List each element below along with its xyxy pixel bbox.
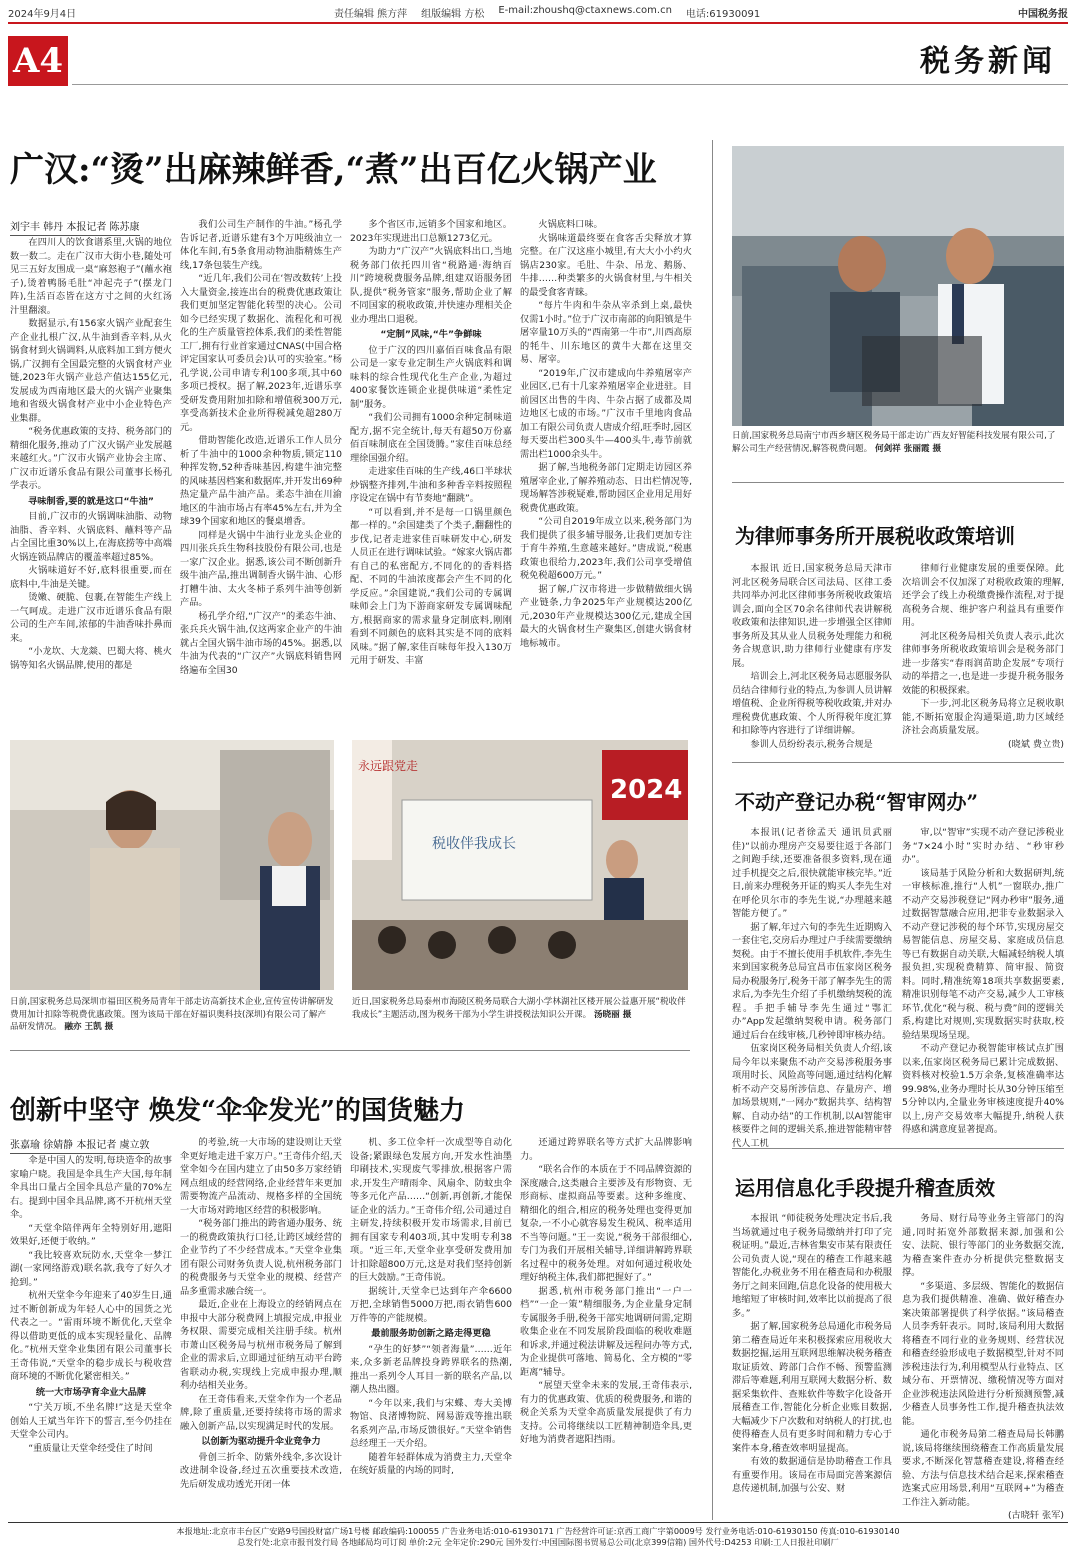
paragraph: 骨创三折伞、防紫外线伞,多次设计改进制伞设备,经过五次重要技术改造,先后研发成功透光开闭一体 (180, 1451, 342, 1490)
paragraph: 借助智能化改造,近谱乐工作人员分析了牛油中的1000余种物质,锁定110种挥发物,52种香味基因,构建牛油完整的风味基因档案和数据库,并开发出69种热定量产品牛油产品。柔态牛油在川渝地区的牛油市场占有率45%左右,并为全球39个国家和地区的餐桌增香。 (180, 435, 342, 527)
article1-column-3 (350, 218, 512, 688)
photo-credit: 融亦 王凯 摄 (64, 1022, 114, 1032)
photo-shenzhen-visit (10, 740, 334, 990)
paragraph: “税务优惠政策的支持、税务部门的精细化服务,推动了广汉火锅产业发展越来越红火。”广汉市火锅产业协会主席、广汉市近谱乐食品有限公司董事长杨孔学表示。 (10, 426, 172, 491)
section-divider (732, 1148, 1064, 1149)
paragraph: “近几年,我们公司在‘智改数转’上投入大量资金,接连出台的税费优惠政策让我们更加坚定智能化转型的决心。公司如今已经实现了数据化、流程化和可视化的生产质量管控体系,我们的柔性智能工厂,拥有行业首家通过CNAS(中国合格评定国家认可委员会)认可的实验室。”杨孔学说,公司申请专利100多项,其中60多项已授权。据了解,2023年,近谱乐享受研发费用附加扣除和增值税300万元,享受高新技术企业所得税减免超280万元。 (180, 273, 342, 433)
paragraph: 还通过跨界联名等方式扩大品牌影响力。 (520, 1137, 692, 1162)
photo-right-caption (352, 996, 688, 1036)
subheading: “定制”风味,“牛”争鲜味 (380, 329, 482, 340)
caption-text: 近日,国家税务总局泰州市海陵区税务局联合大湖小学林湖社区楼开展公益惠开展“税收伴我成长”主题活动,图为税务干部为小学生讲授税法知识公开课。 (352, 997, 686, 1020)
paragraph: 伍家岗区税务局相关负责人介绍,该局今年以来聚焦不动产交易涉税服务事项用时长、风险高等问题,通过结构化解析不动产交易所涉信息、存量房产、增加场景规则,“一网办”数据共享、结构智解、自动办结”的工作机制,以AI智能审核要件之间的逻辑关系,推进智能精审替代人工机 (732, 1043, 892, 1149)
column-divider (712, 140, 713, 1520)
photo-top-caption (732, 430, 1064, 470)
paragraph: “今年以来,我们与宋蝶、寿大美博物馆、良渚博物院、网易游戏等推出联名系列产品,市场反馈很好。”天堂伞销售总经理王一天介绍。 (350, 1397, 512, 1449)
paragraph: “公司自2019年成立以来,税务部门为我们提供了很多辅导服务,让我们更加专注于育牛养殖,生意越来越好。”唐成说,“税惠政策也很给力,2023年,我们公司享受增值税免税超600万元。” (520, 516, 692, 581)
paragraph: 火锅味道最终要在食客舌尖释放才算完整。在广汉这座小城里,有大大小小约火锅店230家。毛肚、牛杂、吊龙、鹅肠、牛排……种类繁多的火锅食材里,与牛相关的最受食客青睐。 (520, 232, 692, 298)
phone: 电话:61930091 (685, 8, 761, 20)
article5-column-2 (902, 1212, 1064, 1520)
designer-credit: 组版编辑 方松 (421, 8, 485, 20)
section-divider (732, 762, 1064, 763)
article3-column-1 (732, 826, 892, 1149)
paragraph: 据了解,广汉市将进一步做精做细火锅产业链条,力争2025年产业规模达200亿元,2030年产业规模达300亿元,建成全国最大的火锅食材生产聚集区,创建火锅食材地标城市。 (520, 583, 692, 649)
paragraph: 通化市税务局第二稽查局局长韩鹏说,该局将继续围绕稽查工作高质量发展要求,不断深化智慧稽查建设,将稽查经验、方法与信息技术结合起来,探索稽查选案式应用场景,利用“互联网+”为稽查工作注入新动能。 (902, 1429, 1064, 1508)
article1-column-1 (10, 236, 172, 688)
paragraph: 律师行业健康发展的重要保障。此次培训会不仅加深了对税收政策的理解,还学会了线上办税缴费操作流程,对于提高税务合规、维护客户利益具有重要作用。 (902, 563, 1064, 628)
paragraph: 不动产登记办税智能审核试点扩围以来,伍家岗区税务局已累计完成数据、资料核对校验1.5万余条,复核准确率达99.98%,业务办理时长从30分钟压缩至5分钟以内,全量业务审核速度提升40%以上,房产交易效率大幅提升,纳税人获得感和满意度显著提高。 (902, 1043, 1064, 1135)
paragraph: 本报讯(记者徐孟天 通讯员武丽佳)“以前办理房产交易要往返于各部门之间跑手续,还要准备很多资料,现在通过手机提交之后,很快就能审核完毕。”近日,前来办理税务开证的购买人李先生对在呼伦贝尔市的李先生说,“办理越来越智能方便了。” (732, 827, 892, 919)
article4-column-4 (520, 1136, 692, 1520)
paragraph: 该局基于风险分析和大数据研判,统一审核标准,推行“人机”一窗联办,推广不动产交易涉税登记“网办秒审”服务,通过数据智慧融合应用,把非专业数据录入不动产登记涉税的每个环节,实现房屋交易智能信息、房屋交易、家庭成员信息等已有数据自动关联,大幅减轻纳税人填报负担,实现税费精算、简审报、简资料。同时,精准统筹18项共享数据要素,精准识别每笔不动产交易,减少人工审核环节,优化“税与税、税与费”间的逻辑关系,构建比对规则,实现数据实时获取,校验结果现场呈现。 (902, 867, 1064, 1041)
article1-column-2 (180, 218, 342, 688)
header-credits (334, 5, 760, 20)
article3-headline: 不动产登记办税“智审网办” (735, 790, 979, 814)
subheading: 统一大市场孕育伞业大品牌 (35, 1386, 147, 1398)
paragraph: “税务部门推出的跨省通办服务、统一的税费政策执行口径,让跨区域经营的企业节约了不少经营成本。”天堂伞业集团有限公司财务负责人说,杭州税务部门的税费服务与天堂伞业的规模、经营产品多重需求融合统一。 (180, 1218, 342, 1297)
paragraph: 杨孔学介绍,“广汉产”的柔态牛油、张兵兵火锅牛油,仅这两家企业产的牛油就占全国火锅牛油市场的45%。据悉,以牛油为代表的“广汉产”火锅底料销售网络遍布全国30 (180, 610, 342, 676)
paragraph: “展望天堂伞未来的发展,王奇伟表示,有力的优惠政策、优质的税费服务,和谐的税企关系为天堂伞高质量发展提供了有力支持。公司将继续以工匠精神制造伞具,更好地为消费者遮阳挡雨。 (520, 1380, 692, 1445)
paragraph: 走进家佳百味的生产线,46口半球状炒锅整齐排列,牛油和多种香辛料按照程序设定在锅中有节奏地“翻跳”。 (350, 466, 512, 504)
photo-classroom (352, 740, 688, 990)
banner-2024: 2024 (610, 775, 683, 805)
paragraph: 随着年轻群体成为消费主力,天堂伞在统好质量的内场的同时, (350, 1451, 512, 1476)
paragraph: 据了解,年过六旬的李先生近期购入一套住宅,交房后办理过户手续需要缴纳契税。由于不擅长使用手机软件,李先生来到国家税务总局宜昌市伍家岗区税务局办税服务厅,税务干部了解李先生的需求后,为李先生介绍了手机缴纳契税的流程。手把手辅导李先生通过“鄂汇办”App发起缴纳契税申请。税务部门通过后台在线审核,几秒钟即审核办结。 (732, 921, 892, 1041)
photo-credit: 汤晓丽 摄 (593, 1009, 632, 1020)
paragraph: 烫嫩、硬脆、包裹,在智能生产线上一气呵成。走进广汉市近谱乐食品有限公司的生产车间,浓郁的牛油香味扑鼻而来。 (10, 592, 172, 644)
paragraph: 伞是中国人的发明,每块造伞的故事家喻户晓。我国是伞具生产大国,每年制伞具出口量占全国伞具总产量的70%左右。提到中国伞具品牌,离不开杭州天堂伞。 (10, 1155, 172, 1220)
paragraph: “孕生的好梦”“领者海量”……近年来,众多新老品牌投身跨界联名的热潮,推出一系列令人耳目一新的联名产品,以潮人热出圈。 (350, 1343, 512, 1395)
page-header (8, 4, 1068, 20)
paragraph: 杭州天堂伞今年迎来了40岁生日,通过不断创新成为年轻人心中的国货之光代表之一。“雷雨环境不断优化,天堂伞得以借助更低的成本实现轻量化、品牌化。”杭州天堂伞业集团有限公司董事长王奇伟说,“天堂伞的稳步成长与税收营商环境的不断优化紧密相关。” (10, 1290, 172, 1382)
article4-column-2 (180, 1136, 342, 1520)
caption-text: 日前,国家税务总局深圳市福田区税务局青年干部走访高新技术企业,宣传宣传讲解研发费用加计扣除等税费优惠政策。图为该局干部在好福识奥科技(深圳)有限公司了解产品研发情况。 (10, 997, 334, 1032)
paragraph: 下一步,河北区税务局将立足税收职能,不断拓宽服企沟通渠道,助力区域经济社会高质量发展。 (902, 698, 1064, 736)
photo-factory-visit (732, 146, 1064, 426)
paragraph: “每片牛肉和牛杂从宰杀到上桌,最快仅需1小时。”位于广汉市南部的向阳镇是牛屠宰量10万头的“西南第一牛市”,川西高原的牦牛、川东地区的黄牛大都在这里交易、屠宰。 (520, 300, 692, 365)
page-number: A4 (8, 36, 68, 86)
article2-credit: (晓斌 费立贵) (1007, 738, 1064, 750)
footer-line-2: 总发行处:北京市报刊发行局 各地邮局均可订阅 单价:2元 全年定价:290元 国外发行:中国国际图书贸易总公司(北京399信箱) 国外代号:D4253 印刷:工人日报社印刷厂 (237, 1537, 839, 1547)
paragraph: 据了解,当地税务部门定期走访园区养殖屠宰企业,了解养殖动态、日出栏情况等,现场解答涉税疑难,帮助园区企业用足用好税费优惠政策。 (520, 462, 692, 514)
paragraph: 参训人员纷纷表示,税务合规是 (750, 738, 873, 750)
paragraph: 本报讯 近日,国家税务总局天津市河北区税务局联合区司法局、区律工委共同举办河北区律师事务所税收政策培训会,面向全区70余名律师代表讲解税收政策和法律知识,进一步增强全区律师事务所及其从业人员税务处理能力和税务合规意识,助力律师行业健康有序发展。 (732, 563, 892, 669)
paragraph: “重质量让天堂伞经受住了时间 (28, 1442, 153, 1454)
email[interactable]: E-mail:zhoushq@ctaxnews.com.cn (498, 4, 672, 16)
section-divider (732, 482, 1064, 483)
screen-text: 税收伴我成长 (432, 836, 516, 852)
footer-rule (8, 1522, 1068, 1523)
paragraph: 河北区税务局相关负责人表示,此次律师事务所税收政策培训会是税务部门进一步落实“春雨润苗助企发展”专项行动的举措之一,也是进一步提升税务服务效能的积极探索。 (902, 630, 1064, 696)
paragraph: 目前,广汉市的火锅调味油脂、动物油脂、香辛料、火锅底料、蘸料等产品占全国比重30%以上,在海底捞等中高端火锅连锁品牌店的覆盖率超过85%。 (10, 511, 172, 563)
article5-credit: (古晓轩 张军) (1007, 1510, 1064, 1521)
paragraph: 本报讯 “师徒税务处理决定书后,我当场就通过电子税务局缴纳并打印了完税证明。”最近,吉林省集安市某有限责任公司负责人说,“现在的稽查工作越来越智能化,办税业务不用在稽查局和办税服务厅之间来回跑,信息化设备的使用极大地缩短了审核时间,效率比以前提高了很多。” (732, 1213, 892, 1319)
paragraph: 数据显示,有156家火锅产业配套生产企业扎根广汉,从牛油到香辛料,从火锅食材到火锅调料,从底料加工到方便火锅,广汉拥有全国最完整的火锅食材产业链,2023年火锅产业总产值达155亿元,发展成为西南地区最大的火锅产业聚集地和省级火锅食材产业中小企业特色产业集群。 (10, 318, 172, 424)
article2-column-2 (902, 562, 1064, 750)
photo-left-caption (10, 996, 334, 1036)
section-divider (10, 1050, 690, 1051)
shenzhen-photo-image (10, 740, 334, 990)
factory-photo-image (732, 146, 1064, 426)
paragraph: 培训会上,河北区税务局志愿服务队员结合律师行业的特点,为参训人员讲解增值税、企业所得税等税收政策,并对办理税费优惠政策、个人所得税年度汇算和扣除等内容进行了详细讲解。 (732, 671, 892, 736)
paragraph: 机、多工位伞杆一次成型等自动化设备;紧跟绿色发展方向,开发水性油墨印刷技术,实现废气零排放,根据客户需求,开发生产晴雨伞、风扇伞、防蚊虫伞等多元化产品……“创新,再创新,才能保证企业的活力。”王奇伟介绍,公司通过自主研发,持续积极开发市场需求,目前已拥有国家专利403项,其中发明专利38项。“近三年,天堂伞业享受研发费用加计扣除超800万元,这是对我们坚持创新的巨大鼓励。”王奇伟说。 (350, 1137, 512, 1283)
paragraph: “宁关万顷,不坐名牌!”这是天堂伞创始人王斌当年许下的誓言,至今仍挂在天堂伞公司内。 (10, 1402, 172, 1440)
article5-headline: 运用信息化手段提升稽查质效 (735, 1176, 995, 1200)
paragraph: 务局、财行局等业务主管部门的沟通,同时拓宽外部数据来源,加强和公安、法院、银行等部门的业务数据交流,为稽查案件查办分析提供完整数据支撑。 (902, 1213, 1064, 1278)
paragraph: 据悉,杭州市税务部门推出“一户一档”“一企一策”精细服务,为企业量身定制专属服务手册,税务干部实地调研问需,定期收集企业在不同发展阶段面临的税收难题和诉求,并通过税法讲解及远程问办等方式,为企业提供可落地、简易化、全方模的“零距离”辅导。 (520, 1285, 692, 1378)
subheading: 以创新为驱动提升伞业竞争力 (201, 1436, 321, 1447)
paragraph: “2019年,广汉市建成向牛养殖屠宰产业园区,已有十几家养殖屠宰企业进驻。目前园区出售的牛肉、牛杂占据了成都及周边地区七成的市场。”广汉市千里地肉食品加工有限公司负责人唐成介绍,旺季时,园区每天要出栏300头牛—400头牛,毒节前就需出栏1000余头牛。 (520, 367, 692, 460)
paragraph: 审,以“智审”实现不动产登记涉税业务“7×24小时”实时办结、“秒审秒办”。 (902, 827, 1064, 865)
section-rule (72, 84, 1068, 85)
paragraph: “我比较喜欢玩防水,天堂伞一梦江湖(一家网络游戏)联名款,我夸了好久才抢到。” (10, 1249, 172, 1288)
paragraph: “小龙坎、大龙燚、巴蜀大将、桃火锅等知名火锅品牌,使用的都是 (10, 646, 172, 671)
caption-text: 日前,国家税务总局南宁市西乡塘区税务局干部走访广西友好智能科技发展有限公司,了解公司生产经营情况,解答税费问题。 (732, 431, 1056, 454)
paragraph: 有效的数据通信是协助稽查工作具有重要作用。该局在市局面完善案源信息传递机制,加强与公安、财 (732, 1456, 892, 1494)
paragraph: “可以看到,并不是每一口锅里颜色都一样的。”余国建类了个类子,翻翻性的步伐,记者走进家佳百味研发中心,研发人员正在进行调味试验。“嫁家火锅店都有自己的私密配方,不同化的的香料搭配、不同的牛油浓度都会产生不同的化学反应。”余国建说,“我们公司的专属调味师会上门为下游商家研发专属调味配方,根据商家的需求量身定制底料,刚刚看到不同颜色的底料其实是不同的底料风味。”据了解,家佳百味每年投入130万元用于研发、丰富 (350, 506, 512, 666)
paragraph: 为助力“广汉产”火锅底料出口,当地税务部门依托四川省“税路通·海纳百川”跨境税费服务品牌,组建双语服务团队,提供“税务管家”服务,帮助企业了解不同国家的税收政策,并快速办理相关企业办理出口退税。 (350, 246, 512, 325)
classroom-photo-image (352, 740, 688, 990)
article4-column-3 (350, 1136, 512, 1520)
article3-column-2 (902, 826, 1064, 1138)
paragraph: 据了解,国家税务总局通化市税务局第二稽查局近年来积极探索应用税收大数据挖掘,运用互联网思维解决税务稽查取证质效、跨部门合作不畅、预警监测滞后等难题,利用互联网大数据分析、数据采集软件、查账软件等数字化设备开展稽查工作,智能化分析企业账目数据,大幅减少下户次数和对纳税人的打扰,也使得稽查人员有更多时间和精力专心于案件本身,稽查效率明显提高。 (732, 1321, 892, 1454)
photo-credit: 何剑祥 张丽霞 摄 (874, 443, 942, 454)
article4-byline: 张嘉瑜 徐婧静 本报记者 虞立敦 (10, 1136, 150, 1154)
article1-byline: 刘宇丰 韩丹 本报记者 陈苏康 (10, 218, 140, 236)
article2-headline: 为律师事务所开展税收政策培训 (735, 524, 1015, 548)
subheading: 最前服务助创新之路走得更稳 (371, 1328, 491, 1339)
paragraph: “天堂伞陪伴两年全特别好用,遮阳效果好,还便于收纳。” (10, 1222, 172, 1247)
paragraph: “联名合作的本质在于不同品牌资源的深度融合,这类融合主要涉及有形物资、无形商标、虚拟商品等要素。这种多维度、精细化的组合,相应的税务处理也变得更加复杂,一不小心就容易发生税风、税率适用不当等问题。”王一奕说,“税务干部很细心,专门为我们开展相关辅导,详细讲解跨界联名过程中的税务处理。对如何通过税收处理好纳税主体,我们都把握好了。” (520, 1164, 692, 1283)
paragraph: 位于广汉的四川嘉佰百味食品有限公司是一家专业定制生产火锅底料和调味料的综合性现代化生产企业,为超过400家餐饮连锁企业提供味道“柔性定制”服务。 (350, 344, 512, 410)
subheading: 寻味制香,要的就是这口“牛油” (28, 495, 154, 507)
header-rule (8, 22, 1068, 24)
paragraph: 的考验,统一大市场的建设则让天堂伞更好地走进千家万户。”王奇伟介绍,天堂伞如今在国内建立了由50多万家经销网点组成的经营网络,企业经营年来更加需要物流产品流动、规格多样的全国统一大市场对跨地区经营的积极影响。 (180, 1137, 342, 1216)
paragraph: 同样是火锅中牛油行业龙头企业的四川张兵兵生物科技股份有限公司,也是一家广汉企业。据悉,该公司不断创新升级牛油产品,推出调制香火锅牛油、心形打糟牛油、太火冬柿子系列牛油等创新产品。 (180, 529, 342, 608)
article4-column-1 (10, 1154, 172, 1520)
article4-headline: 创新中坚守 焕发“伞伞发光”的国货魅力 (10, 1096, 465, 1126)
paragraph: 据统计,天堂伞已达到年产伞6600万把,全球销售5000万把,雨衣销售600万件等的产能规模。 (350, 1285, 512, 1324)
issue-date: 2024年9月4日 (8, 8, 77, 20)
paragraph: 多个省区市,远销多个国家和地区。2023年实现进出口总额1273亿元。 (350, 219, 512, 244)
paragraph: 在王奇伟看来,天堂伞作为一个老品牌,除了重质量,还要持续将市场的需求融入创新产品,以实现满足时代的发展。 (180, 1393, 342, 1432)
section-title: 税务新闻 (920, 44, 1056, 79)
article1-column-4 (520, 218, 692, 688)
paragraph: 最近,企业在上海设立的经销网点在申报中大部分税费网上填报完成,申报业务权限、需要完成相关注册手续。杭州市萧山区税务局与杭州市税务局了解到企业的需求后,立即通过征纳互动平台跨省联动办税,实现线上完成申报办理,顺利办结相关业务。 (180, 1299, 342, 1391)
paragraph: 火锅味道好不好,底料很重要,而在底料中,牛油是关键。 (10, 565, 172, 590)
paragraph: 火锅底料口味。 (538, 219, 603, 230)
page-footer (8, 1526, 1068, 1548)
paragraph: “多渠道、多层级、智能化的数据信息为我们提供精准、准确、做好稽查办案决策部署提供了科学依据。”该局稽查人员李秀轩表示。同时,该局利用大数据将稽查不同行业的业务规则、经营状况和稽查经验形成电子数据模型,针对不同涉税违法行为,利用模型从行业特点、区域分布、开票情况、缴税情况等方面对企业涉税违法风险进行分析预测预警,减少稽查人员事务性工作,提升稽查执法效能。 (902, 1280, 1064, 1427)
poster-text: 永远跟党走 (358, 759, 419, 773)
footer-line-1: 本报地址:北京市丰台区广安路9号国投财富广场1号楼 邮政编码:100055 广告业务电话:010-61930171 广告经营许可证:京西工商广字第0009号 发行业务电话:010-61930150 传真:010-61930140 (176, 1526, 900, 1536)
paper-name: 中国税务报 (1018, 8, 1068, 20)
article5-column-1 (732, 1212, 892, 1520)
article1-headline: 广汉:“烫”出麻辣鲜香,“煮”出百亿火锅产业 (10, 150, 657, 190)
editor-credit: 责任编辑 熊方萍 (333, 8, 408, 20)
paragraph: 在四川人的饮食谱系里,火锅的地位数一数二。走在广汉市大街小巷,随处可见三五好友围成一桌“麻怒袍子”(蘸水袍子),烫着鸭肠毛肚“冲起壳子”(摆龙门阵),生活百态皆在这方寸之间的火红汤汁里翻滚。 (10, 237, 172, 316)
article2-column-1 (732, 562, 892, 750)
paragraph: “我们公司拥有1000余种定制味道配方,据不完全统计,每天有超50万份嘉佰百味制底在全国烫腾。”家佳百味总经理徐国强介绍。 (350, 412, 512, 464)
paragraph: 我们公司生产制作的牛油。”杨孔学告诉记者,近谱乐建有3个万吨级油立一体化车间,有5条食用动物油脂精炼生产线,17条包装生产线。 (180, 219, 342, 271)
